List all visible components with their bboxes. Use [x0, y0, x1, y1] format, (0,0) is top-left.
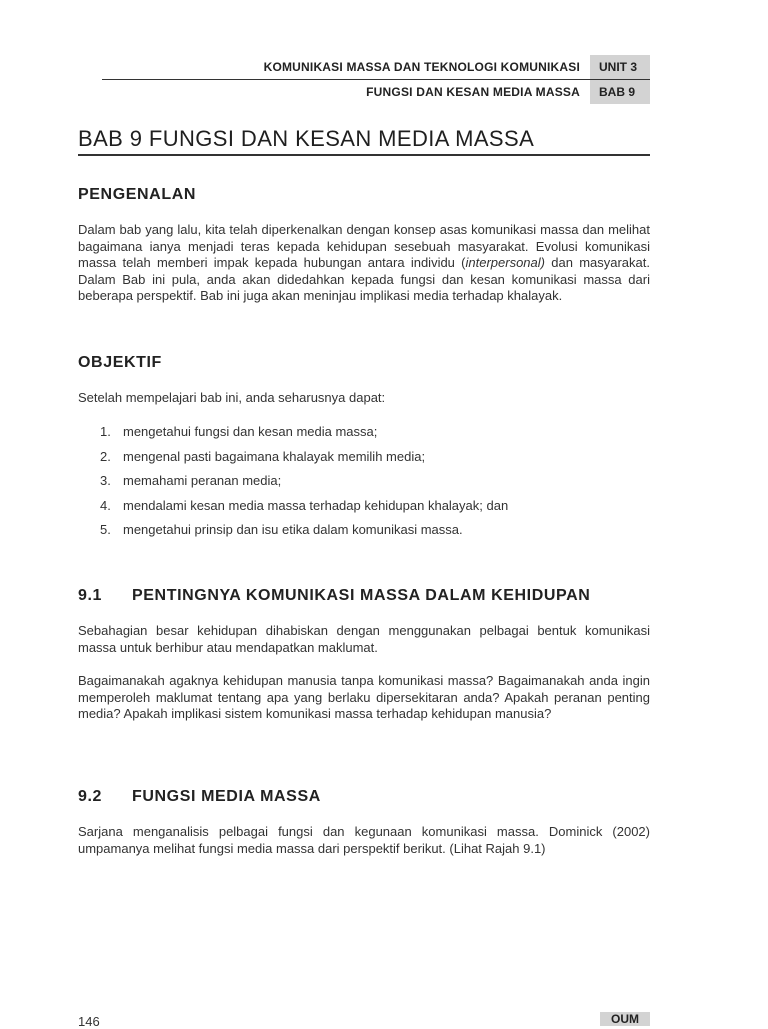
objectives-list [78, 424, 638, 547]
item-number: 3. [100, 473, 111, 488]
list-item [78, 473, 638, 498]
intro-paragraph [78, 222, 650, 305]
objectives-heading: OBJEKTIF [78, 354, 162, 371]
list-item [78, 498, 638, 523]
chapter-label: BAB 9 [590, 80, 650, 104]
intro-heading: PENGENALAN [78, 186, 197, 203]
intro-text-em: interpersonal) [465, 255, 545, 270]
section-number: 9.1 [78, 587, 103, 604]
item-text: mengetahui prinsip dan isu etika dalam komunikasi massa. [123, 522, 463, 537]
list-item [78, 424, 638, 449]
section-title: FUNGSI MEDIA MASSA [132, 788, 321, 805]
item-number: 5. [100, 522, 111, 537]
item-text: mengenal pasti bagaimana khalayak memilih media; [123, 448, 426, 464]
running-header-chapter [102, 80, 650, 104]
section-9-1-paragraph-2: Bagaimanakah agaknya kehidupan manusia tanpa komunikasi massa? Bagaimanakah anda ingin memperoleh maklumat tentang apa yang berlaku dipersekitaran anda? Apakah peranan penting media? Apakah implikasi sistem komunikasi massa terhadap kehidupan manusia? [78, 673, 650, 721]
chapter-header-title: FUNGSI DAN KESAN MEDIA MASSA [366, 85, 580, 99]
section-9-1-heading [78, 587, 590, 605]
item-text: mendalami kesan media massa terhadap kehidupan khalayak; dan [123, 497, 509, 513]
intro-text-b: dan masyarakat. Dalam Bab ini pula, anda akan didedahkan kepada fungsi dan kesan komunikasi massa dari beberapa perspektif. Bab ini juga akan meninjau implikasi media terhadap khalayak. [78, 255, 650, 303]
item-number: 2. [100, 448, 111, 464]
item-text: memahami peranan media; [123, 473, 282, 488]
intro-text-a: Dalam bab yang lalu, kita telah diperkenalkan dengan konsep asas komunikasi massa dan melihat bagaimana ianya menjadi teras kepada kehidupan sesebuah masyarakat. Evolusi komunikasi massa telah memberi impak kepada hubungan antara individu ( [78, 222, 650, 270]
item-text: mengetahui fungsi dan kesan media massa; [123, 424, 378, 439]
section-title: PENTINGNYA KOMUNIKASI MASSA DALAM KEHIDUPAN [132, 587, 591, 604]
section-number: 9.2 [78, 788, 103, 805]
page-number: 146 [78, 1014, 100, 1029]
unit-label: UNIT 3 [590, 55, 650, 79]
section-9-2-paragraph-1: Sarjana menganalisis pelbagai fungsi dan kegunaan komunikasi massa. Dominick (2002) umpamanya melihat fungsi media massa dari perspektif berikut. (Lihat Rajah 9.1) [78, 824, 650, 856]
section-9-1-paragraph-1: Sebahagian besar kehidupan dihabiskan dengan menggunakan pelbagai bentuk komunikasi massa untuk berhibur atau mendapatkan maklumat. [78, 623, 650, 655]
oum-logo: OUM [600, 1012, 650, 1026]
item-number: 1. [100, 424, 111, 439]
chapter-title: BAB 9 FUNGSI DAN KESAN MEDIA MASSA [78, 126, 650, 156]
list-item [78, 522, 638, 547]
course-title: KOMUNIKASI MASSA DAN TEKNOLOGI KOMUNIKASI [263, 60, 580, 74]
running-header-course [102, 55, 650, 80]
section-9-2-heading [78, 788, 321, 806]
list-item [78, 449, 638, 474]
objectives-lead: Setelah mempelajari bab ini, anda seharusnya dapat: [78, 390, 386, 405]
item-number: 4. [100, 497, 111, 513]
